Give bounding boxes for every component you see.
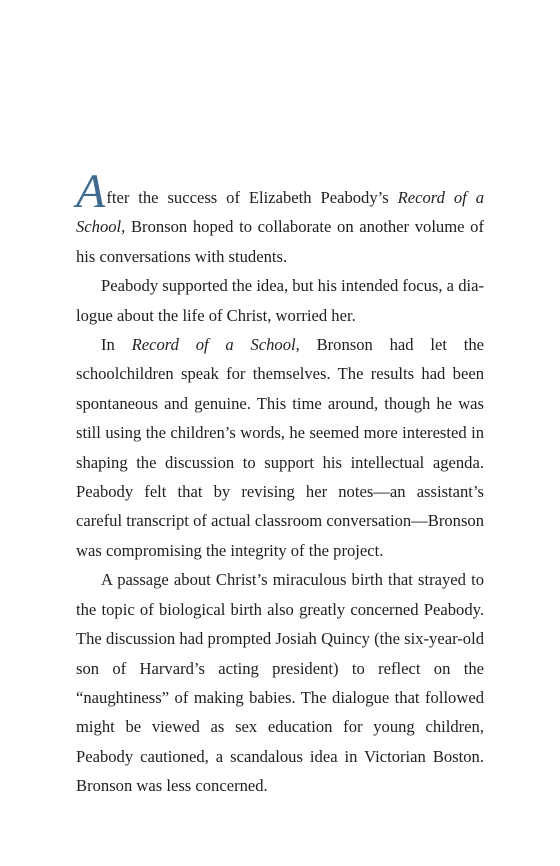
body-text: [76, 165, 484, 801]
paragraph-3-text-before: In: [101, 335, 132, 355]
drop-cap: A: [76, 165, 106, 218]
paragraph-2: Peabody supported the idea, but his intended focus, a dialogue about the life of Christ, worried her.: [76, 276, 484, 325]
paragraph-3-text-after: Bronson had let the schoolchildren speak for themselves. The results had been spontaneous and genuine. This time around, though he was still using the children’s words, he seemed more interested in shaping the discussion to support his intellectual agenda. Peabody felt that by revising her notes—an assistant’s careful transcript of actual classroom conversation—Bronson was compromising the integrity of the project.: [76, 335, 484, 560]
paragraph-4: A passage about Christ’s miraculous birth that strayed to the topic of biological birth also greatly concerned Peabody. The discussion had prompted Josiah Quincy (the six-year-old son of Harvard’s acting president) to reflect on the “naughtiness” of making babies. The dialogue that followed might be viewed as sex education for young children, Peabody cautioned, a scandalous idea in Victorian Boston. Bronson was less concerned.: [76, 570, 484, 796]
paragraph-1: [76, 165, 484, 271]
book-title-italic: Record of a School,: [131, 335, 300, 355]
paragraph-3: [76, 330, 484, 565]
paragraph-1-text-after: Bronson hoped to collaborate on another volume of his conversations with students.: [76, 217, 484, 266]
paragraph-1-text-before: fter the success of Elizabeth Peabody’s: [106, 188, 398, 207]
book-title-italic: Record of a School,: [76, 188, 484, 237]
